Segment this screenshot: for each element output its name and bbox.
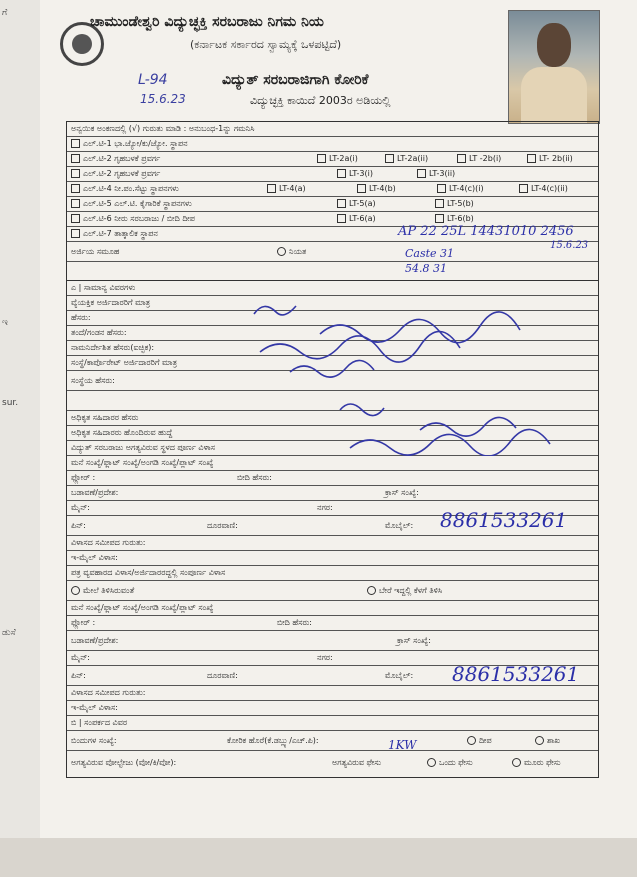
opt-checkbox[interactable]: [457, 154, 466, 163]
deepa-radio[interactable]: [467, 736, 476, 745]
main-label: ಮೈನ್:: [71, 653, 91, 662]
lt5-checkbox[interactable]: [71, 199, 80, 208]
same-above-row: [67, 581, 598, 601]
lt2b-row: [67, 167, 598, 182]
lt2a-label: ಎಲ್.ಟಿ-2 ಗೃಹಬಳಕೆ ಪ್ರವರ್ಗ: [83, 154, 161, 163]
opt-checkbox[interactable]: [527, 154, 536, 163]
landmark-label: ವಿಳಾಸದ ಸಮೀಪದ ಗುರುತು:: [71, 538, 146, 547]
form-subtitle: ವಿದ್ಯುಚ್ಛಕ್ತಿ ಕಾಯಿದೆ 2003ರ ಅಡಿಯಲ್ಲಿ: [250, 94, 391, 107]
nominee-label: ನಾಮನಿರ್ದೇಶಿತ ಹೆಸರು(ಐಚ್ಛಿಕ):: [71, 343, 155, 352]
pin-label: ಪಿನ್:: [71, 671, 86, 680]
lt2b-checkbox[interactable]: [71, 169, 80, 178]
lt2b-label: ಎಲ್.ಟಿ-2 ಗೃಹಬಳಕೆ ಪ್ರವರ್ಗ: [83, 169, 161, 178]
opt-label: LT -2b(i): [469, 154, 502, 163]
lt1-label: ಎಲ್.ಟಿ-1 ಭಾ.ಜ್ಯೋ/ಕು/ಜ್ಯೋ. ಸ್ಥಾಪನ: [83, 139, 188, 148]
points-row: [67, 731, 598, 751]
deepa-label: ದೀಪ: [479, 736, 492, 745]
applicant-photo: [508, 10, 600, 124]
instructions-row: [67, 122, 598, 137]
opt-checkbox[interactable]: [317, 154, 326, 163]
opt-checkbox[interactable]: [337, 199, 346, 208]
pin-label: ಪಿನ್:: [71, 521, 86, 530]
hand-date: 15.6.23: [550, 240, 589, 251]
photo-body: [521, 67, 587, 123]
one-phase-label: ಒಂದು ಫೇಸು: [439, 758, 473, 767]
strip-fragment: ಇ: [2, 318, 8, 328]
points-label: ಬಿಂದುಗಳ ಸಂಖ್ಯೆ:: [71, 736, 117, 745]
form-title: ವಿದ್ಯುತ್ ಸರಬರಾಜಿಗಾಗಿ ಕೋರಿಕೆ: [222, 72, 369, 88]
area-row-2: [67, 631, 598, 651]
landmark-row: [67, 536, 598, 551]
opt-label: LT-6(b): [447, 214, 474, 223]
hand-caste: Caste 31: [405, 247, 455, 260]
area-label: ಬಡಾವಣೆ/ಪ್ರದೇಶ:: [71, 636, 119, 645]
org-sub: (ಕರ್ನಾಟಕ ಸರ್ಕಾರದ ಸ್ವಾಮ್ಯಕ್ಕೆ ಒಳಪಟ್ಟಿದೆ): [190, 38, 342, 51]
section-b-title: ಬಿ | ಸಂಪರ್ಕದ ವಿವರ: [71, 718, 128, 727]
adjacent-page-strip: [0, 0, 42, 877]
comm-addr-label: ಪತ್ರ ವ್ಯವಹಾರದ ವಿಳಾಸ/ಅರ್ಜಿದಾರರದ್ದಲ್ಲಿ ಸಂಪೂರ್ಣ ವಿಳಾಸ: [71, 568, 226, 577]
lt5-label: ಎಲ್.ಟಿ-5 ಎಲ್.ಟಿ. ಕೈಗಾರಿಕೆ ಸ್ಥಾಪನಗಳು: [83, 199, 192, 208]
hand-load: 1KW: [388, 738, 417, 752]
address-label: ವಿದ್ಯುತ್ ಸರಬರಾಜು ಅಗತ್ಯವಿರುವ ಸ್ಥಳದ ಪೂರ್ಣ ವಿಳಾಸ: [71, 443, 215, 452]
lt1-checkbox[interactable]: [71, 139, 80, 148]
ownership-label: ಅರ್ಜಿಯ ಸಮೂಹ: [71, 247, 120, 256]
ownership-row: [67, 242, 598, 262]
house-row-2: [67, 601, 598, 616]
photo-face: [537, 23, 571, 67]
shakti-radio[interactable]: [535, 736, 544, 745]
section-a-header: [67, 281, 598, 296]
landmark-label: ವಿಳಾಸದ ಸಮೀಪದ ಗುರುತು:: [71, 688, 146, 697]
phone-label: ದೂರವಾಣಿ:: [207, 521, 238, 530]
three-phase-radio[interactable]: [512, 758, 521, 767]
opt-checkbox[interactable]: [267, 184, 276, 193]
cross-label: ಕ್ರಾಸ್ ಸಂಖ್ಯೆ:: [397, 636, 431, 645]
hand-sub: 54.8 31: [405, 262, 447, 275]
house-row: [67, 456, 598, 471]
org-name: ಚಾಮುಂಡೇಶ್ವರಿ ವಿದ್ಯುಚ್ಛಕ್ತಿ ಸರಬರಾಜು ನಿಗಮ ನಿಯ: [90, 14, 324, 30]
same-above-label: ಮೇಲೆ ತಿಳಿಸಿರುವಂತೆ: [83, 586, 135, 595]
lt5-row: [67, 197, 598, 212]
floor-row-2: [67, 616, 598, 631]
opt-checkbox[interactable]: [437, 184, 446, 193]
floor-label: ಫ್ಲೋರ್ :: [71, 618, 96, 627]
floor-label: ಫ್ಲೋರ್ :: [71, 473, 96, 482]
strip-fragment: ಗೆ: [2, 8, 8, 18]
opt-checkbox[interactable]: [337, 169, 346, 178]
strip-fragment: sur.: [2, 398, 19, 408]
email-row: [67, 551, 598, 566]
opt-label: LT-2a(ii): [397, 154, 429, 163]
floor-row: [67, 471, 598, 486]
street-label: ಬೀದಿ ಹೆಸರು:: [237, 473, 272, 482]
lt7-checkbox[interactable]: [71, 229, 80, 238]
house-label: ಮನೆ ಸಂಖ್ಯೆ/ಫ್ಲಾಟ್ ಸಂಖ್ಯೆ/ಅಂಗಡಿ ಸಂಖ್ಯೆ/ಪ್ಲಾಟ್ ಸಂಖ್ಯೆ: [71, 458, 214, 467]
opt-label: LT- 2b(ii): [539, 154, 573, 163]
three-phase-label: ಮೂರು ಫೇಸು: [524, 758, 561, 767]
opt-label: LT-4(a): [279, 184, 306, 193]
handwritten-scribbles: [240, 296, 610, 456]
other-label: ಬೇರೆ ಇದ್ದಲ್ಲಿ ಕೆಳಗೆ ತಿಳಿಸಿ: [379, 586, 443, 595]
corporate-label: ಸಂಸ್ಥೆ/ಕಾರ್ಪೊರೇಟ್ ಅರ್ಜಿದಾರರಿಗೆ ಮಾತ್ರ: [71, 358, 178, 367]
email-label: ಇ-ಮೈಲ್ ವಿಳಾಸ:: [71, 703, 118, 712]
same-above-radio[interactable]: [71, 586, 80, 595]
lt7-label: ಎಲ್.ಟಿ-7 ತಾತ್ಕಾಲಿಕ ಸ್ಥಾಪನ: [83, 229, 158, 238]
opt-label: LT-4(c)(i): [449, 184, 484, 193]
opt-checkbox[interactable]: [435, 214, 444, 223]
city-label: ನಗರ:: [317, 653, 333, 662]
father-label: ತಂದೆ/ಗಂಡನ ಹೆಸರು:: [71, 328, 127, 337]
name-label: ಹೆಸರು:: [71, 313, 91, 322]
opt-checkbox[interactable]: [337, 214, 346, 223]
section-a-title: ಎ | ಸಾಮಾನ್ಯ ವಿವರಗಳು: [71, 283, 136, 292]
niyata-label: ನಿಯತ: [289, 247, 307, 256]
auth-role-label: ಅಧಿಕೃತ ಸಹಿದಾರರು ಹೊಂದಿರುವ ಹುದ್ದೆ: [71, 428, 173, 437]
mobile-label: ಮೊಬೈಲ್:: [385, 671, 414, 680]
opt-label: LT-2a(i): [329, 154, 358, 163]
opt-checkbox[interactable]: [385, 154, 394, 163]
opt-checkbox[interactable]: [417, 169, 426, 178]
opt-checkbox[interactable]: [435, 199, 444, 208]
opt-label: LT-5(b): [447, 199, 474, 208]
street-label: ಬೀದಿ ಹೆಸರು:: [277, 618, 312, 627]
opt-checkbox[interactable]: [519, 184, 528, 193]
phase-label: ಅಗತ್ಯವಿರುವ ಫೇಸು: [332, 758, 382, 767]
individual-label: ವ್ಯೆಯಕ್ತಿಕ ಅರ್ಜಿದಾರರಿಗೆ ಮಾತ್ರ: [71, 298, 151, 307]
opt-label: LT-4(b): [369, 184, 396, 193]
cross-label: ಕ್ರಾಸ್ ಸಂಖ್ಯೆ:: [385, 488, 419, 497]
opt-checkbox[interactable]: [357, 184, 366, 193]
phone-label: ದೂರವಾಣಿ:: [207, 671, 238, 680]
lt6-label: ಎಲ್.ಟಿ-6 ನೀರು ಸರಬರಾಜು / ಬೀದಿ ದೀಪ: [83, 214, 195, 223]
hand-mobile-1: 8861533261: [440, 508, 568, 532]
landmark-row-2: [67, 686, 598, 701]
load-req-label: ಕೋರಿಕ ಹೊರೆ(ಕೆ.ಡಬ್ಲ್ಯು/ಎಚ್.ಪಿ):: [227, 736, 319, 745]
area-label: ಬಡಾವಣೆ/ಪ್ರದೇಶ:: [71, 488, 119, 497]
opt-label: LT-6(a): [349, 214, 376, 223]
opt-label: LT-4(c)(ii): [531, 184, 568, 193]
lt4-row: [67, 182, 598, 197]
lt4-label: ಎಲ್.ಟಿ-4 ನೀ.ಪಂ.ಸೆಟ್ಟು ಸ್ಥಾಪನಗಳು: [83, 184, 179, 193]
hand-mobile-2: 8861533261: [452, 662, 580, 686]
lt2a-checkbox[interactable]: [71, 154, 80, 163]
opt-label: LT-3(ii): [429, 169, 456, 178]
strip-fragment: ಡುಸೆ: [2, 628, 16, 638]
page-bottom-edge: [0, 838, 637, 877]
org-name-label: ಸಂಸ್ಥೆಯ ಹೆಸರು:: [71, 376, 115, 385]
email-label: ಇ-ಮೈಲ್ ವಿಳಾಸ:: [71, 553, 118, 562]
voltage-row: [67, 751, 598, 777]
niyata-radio[interactable]: [277, 247, 286, 256]
opt-label: LT-5(a): [349, 199, 376, 208]
ref-date: 15.6.23: [140, 92, 186, 106]
comm-addr-row: [67, 566, 598, 581]
email-row-2: [67, 701, 598, 716]
section-b-header: [67, 716, 598, 731]
one-phase-radio[interactable]: [427, 758, 436, 767]
section-gap: [67, 262, 598, 281]
instructions-text: ಅನ್ವಯಿಕ ಅಂಕಣದಲ್ಲಿ (√) ಗುರುತು ಮಾಡಿ : ಅನುಬಂಧ-1ನ್ನು ಗಮನಿಸಿ: [71, 124, 255, 133]
auth-sign-label: ಅಧಿಕೃತ ಸಹಿದಾರರ ಹೆಸರು: [71, 413, 139, 422]
city-label: ನಗರ:: [317, 503, 333, 512]
lt4-checkbox[interactable]: [71, 184, 80, 193]
shakti-label: ಶಾಖ: [547, 736, 561, 745]
main-label: ಮೈನ್:: [71, 503, 91, 512]
voltage-label: ಅಗತ್ಯವಿರುವ ವೋಲ್ಟೇಜು (ವೋ/ಕಿ/ವೋ):: [71, 758, 177, 767]
hand-app-no: AP 22 25L 14431010 2456: [398, 224, 574, 239]
opt-label: LT-3(i): [349, 169, 373, 178]
lt6-checkbox[interactable]: [71, 214, 80, 223]
ref-number: L-94: [138, 72, 168, 88]
lt2a-row: [67, 152, 598, 167]
area-row: [67, 486, 598, 501]
house-label: ಮನೆ ಸಂಖ್ಯೆ/ಫ್ಲಾಟ್ ಸಂಖ್ಯೆ/ಅಂಗಡಿ ಸಂಖ್ಯೆ/ಪ್ಲಾಟ್ ಸಂಖ್ಯೆ: [71, 603, 214, 612]
other-radio[interactable]: [367, 586, 376, 595]
mobile-label: ಮೊಬೈಲ್:: [385, 521, 414, 530]
lt1-row: [67, 137, 598, 152]
